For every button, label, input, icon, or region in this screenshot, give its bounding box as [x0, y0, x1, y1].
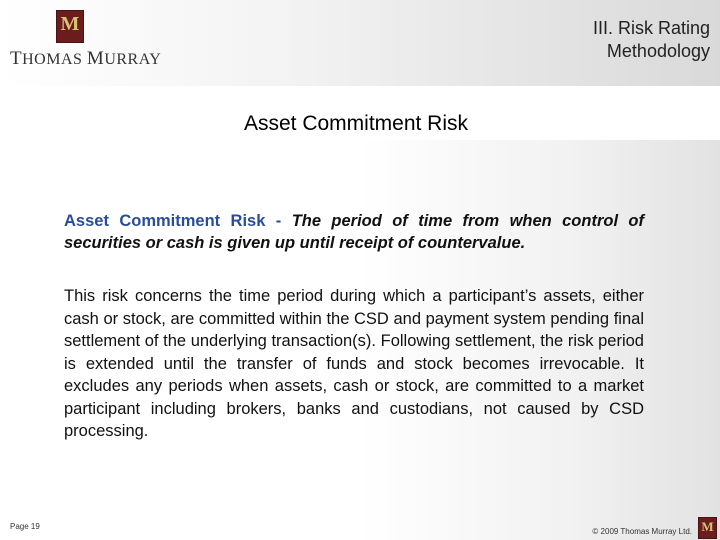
- copyright-notice: © 2009 Thomas Murray Ltd.: [592, 527, 692, 536]
- logo-initial-t: T: [10, 48, 23, 69]
- slide-title: Asset Commitment Risk: [243, 112, 469, 135]
- section-title-line1: III. Risk Rating: [592, 18, 710, 38]
- logo-rest-urray: URRAY: [104, 51, 162, 68]
- page-number: Page 19: [10, 522, 40, 531]
- section-title-line2: Methodology: [606, 41, 710, 61]
- body-paragraph: This risk concerns the time period during which a participant’s assets, either cash or stock, are committed within the CSD and payment system pending final settlement of the underlying transaction(s). Following settlement, the risk period is extended until the transfer of funds and stock becomes irrevocable. It excludes any periods when assets, cash or stock, are committed to a market participant including brokers, banks and custodians, not caused by CSD processing.: [64, 287, 644, 440]
- logo-wordmark: [10, 48, 161, 70]
- footer-logo-icon: [698, 517, 717, 539]
- logo-initial-m: M: [86, 48, 105, 69]
- section-title: [450, 17, 710, 63]
- definition-text: The period of time from when control of securities or cash is given up until receipt of countervalue.: [64, 212, 644, 252]
- logo-mark-letter: M: [60, 13, 80, 35]
- thomas-murray-logo-icon: [56, 10, 84, 43]
- logo-rest-homas: HOMAS: [22, 51, 83, 68]
- definition-block: [64, 210, 644, 254]
- definition-dash: -: [265, 212, 292, 230]
- footer-logo-letter: M: [701, 519, 714, 534]
- definition-term: Asset Commitment Risk: [64, 212, 266, 230]
